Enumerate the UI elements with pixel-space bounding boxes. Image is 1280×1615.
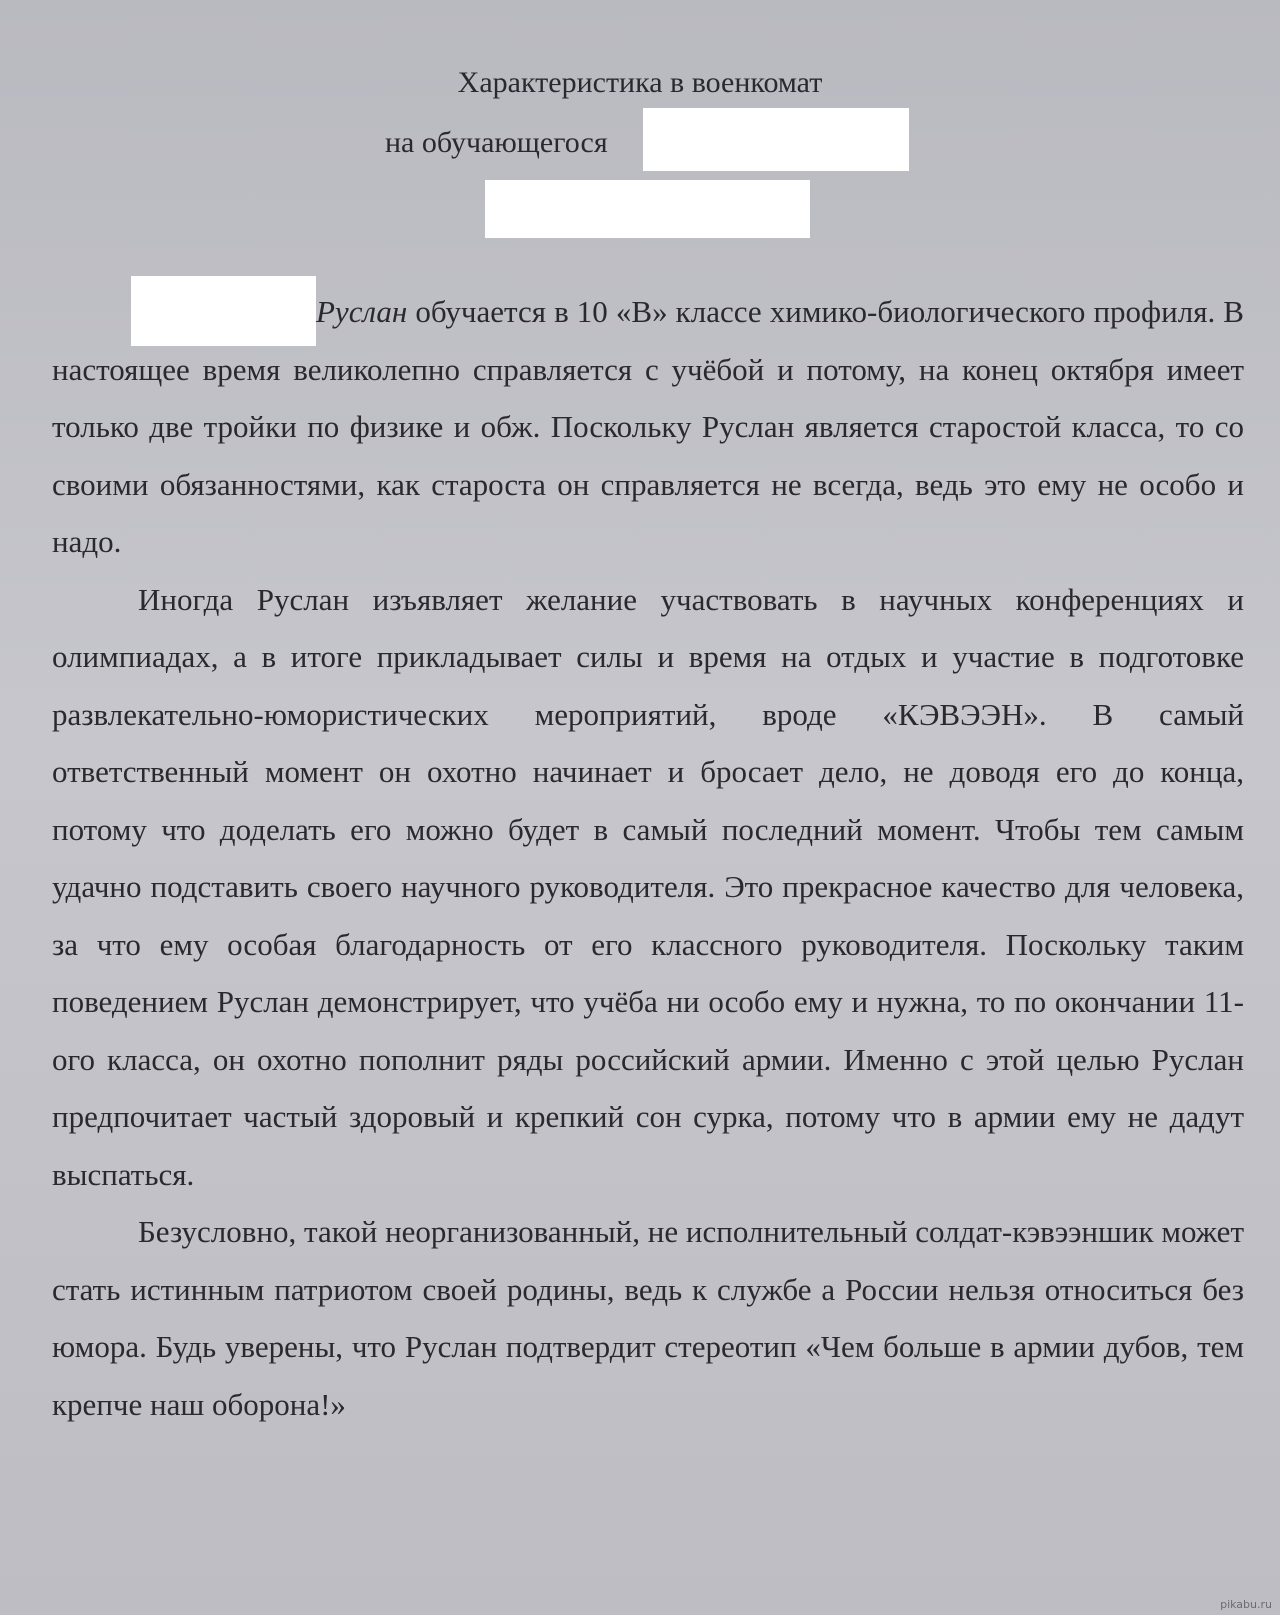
paragraph-1 [52,283,1244,571]
document-title: Характеристика в военкомат [457,66,823,99]
watermark: pikabu.ru [1220,1598,1272,1611]
document-subtitle: на обучающегося [385,126,608,159]
paragraph-1-text: обучается в 10 «В» классе химико-биологического профиля. В настоящее время великолепно справляется с учёбой и потому, на конец октября имеет только две тройки по физике и обж. Поскольку Руслан является старостой класса, то со своими обязанностями, как староста он справляется не всегда, ведь это ему не особо и надо. [52,294,1244,559]
paragraph-3: Безусловно, такой неорганизованный, не исполнительный солдат-кэвээншик может стать истинным патриотом своей родины, ведь к службе а России нельзя относиться без юмора. Будь уверены, что Руслан подтвердит стереотип «Чем больше в армии дубов, тем крепче наш оборона!» [52,1214,1244,1422]
redacted-surname-header [643,108,909,171]
document-body [52,283,1244,1433]
redacted-name-header [485,180,810,238]
paragraph-2: Иногда Руслан изъявляет желание участвовать в научных конференциях и олимпиадах, а в итоге прикладывает силы и время на отдых и участие в подготовке развлекательно-юмористических мероприятий, вроде «КЭВЭЭН». В самый ответственный момент он охотно начинает и бросает дело, не доводя его до конца, потому что доделать его можно будет в самый последний момент. Чтобы тем самым удачно подставить своего научного руководителя. Это прекрасное качество для человека, за что ему особая благодарность от его классного руководителя. Поскольку таким поведением Руслан демонстрирует, что учёба ни особо ему и нужна, то по окончании 11-ого класса, он охотно пополнит ряды российский армии. Именно с этой целью Руслан предпочитает частый здоровый и крепкий сон сурка, потому что в армии ему не дадут выспаться. [52,581,1244,1192]
student-name: Руслан [316,294,408,329]
